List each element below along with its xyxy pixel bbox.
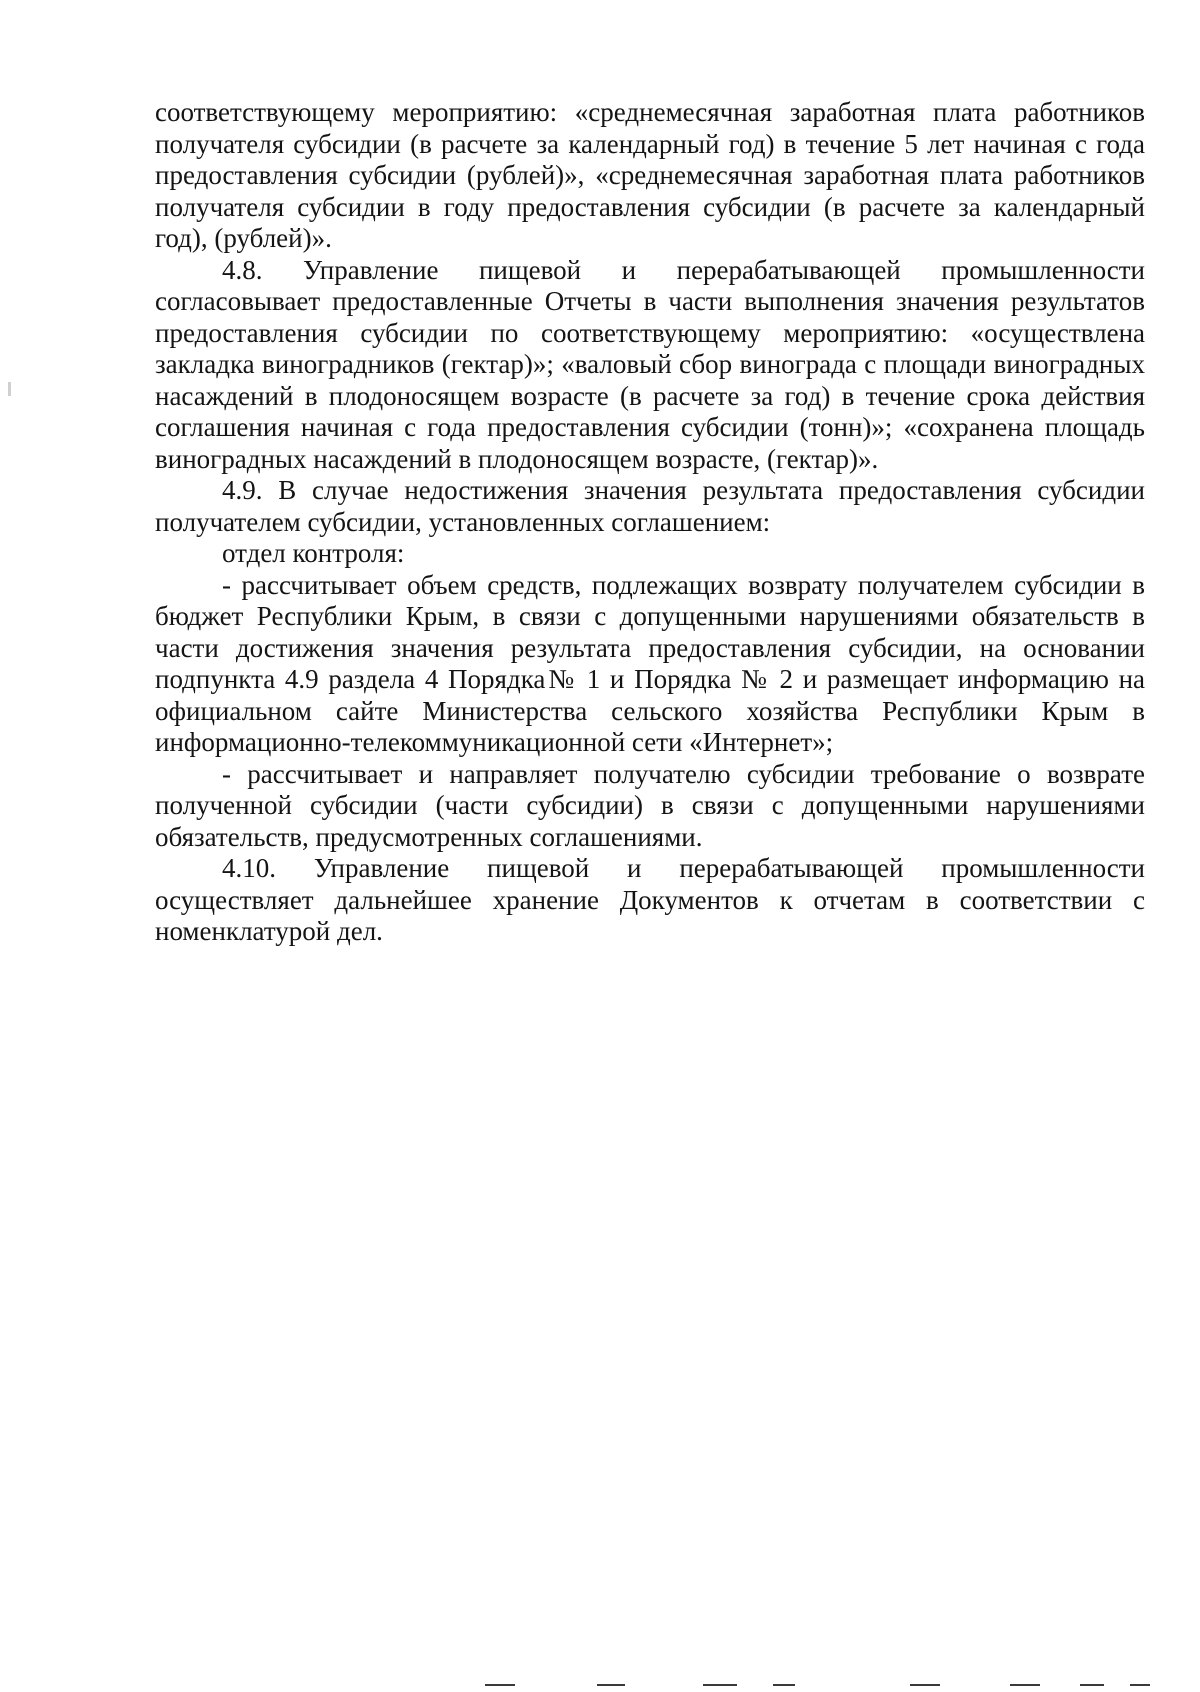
paragraph-continuation: соответствующему мероприятию: «среднемесячная заработная плата работников получателя субсидии (в расчете за календарный год) в течение 5 лет начиная с года предоставления субсидии (рублей)», «среднемесячная заработная плата работников получателя субсидии в году предоставления субсидии (в расчете за календарный год), (рублей)». — [155, 97, 1145, 253]
scan-artifact — [773, 1684, 795, 1686]
scan-artifact — [1130, 1684, 1150, 1686]
paragraph-4-8: 4.8. Управление пищевой и перерабатывающей промышленности согласовывает предоставленные Отчеты в части выполнения значения результатов предоставления субсидии по соответствующему мероприятию: «осуществлена закладка виноградников (гектар)»; «валовый сбор винограда с площади виноградных насаждений в плодоносящем возрасте (в расчете за год) в течение срока действия соглашения начиная с года предоставления субсидии (тонн)»; «сохранена площадь виноградных насаждений в плодоносящем возрасте, (гектар)». — [155, 254, 1145, 474]
scan-artifact — [910, 1684, 940, 1686]
document-body — [155, 97, 1145, 948]
scan-artifact — [1010, 1684, 1040, 1686]
paragraph-calculate-demand: - рассчитывает и направляет получателю субсидии требование о возврате полученной субсидии (части субсидии) в связи с допущенными нарушениями обязательств, предусмотренных соглашениями. — [155, 758, 1145, 852]
paragraph-calculate-volume: - рассчитывает объем средств, подлежащих возврату получателем субсидии в бюджет Республики Крым, в связи с допущенными нарушениями обязательств в части достижения значения результата предоставления субсидии, на основании подпункта 4.9 раздела 4 Порядка№ 1 и Порядка № 2 и размещает информацию на официальном сайте Министерства сельского хозяйства Республики Крым в информационно-телекоммуникационной сети «Интернет»; — [155, 569, 1145, 757]
scan-artifact — [485, 1684, 515, 1686]
scan-artifact — [1080, 1684, 1104, 1686]
paragraph-4-10: 4.10. Управление пищевой и перерабатывающей промышленности осуществляет дальнейшее хранение Документов к отчетам в соответствии с номенклатурой дел. — [155, 853, 1145, 946]
scan-artifact — [597, 1684, 625, 1686]
paragraph-control-department: отдел контроля: — [222, 538, 405, 568]
scan-artifact — [8, 382, 11, 396]
scan-artifact — [703, 1684, 737, 1686]
paragraph-4-9: 4.9. В случае недостижения значения результата предоставления субсидии получателем субсидии, установленных соглашением: — [155, 475, 1145, 537]
